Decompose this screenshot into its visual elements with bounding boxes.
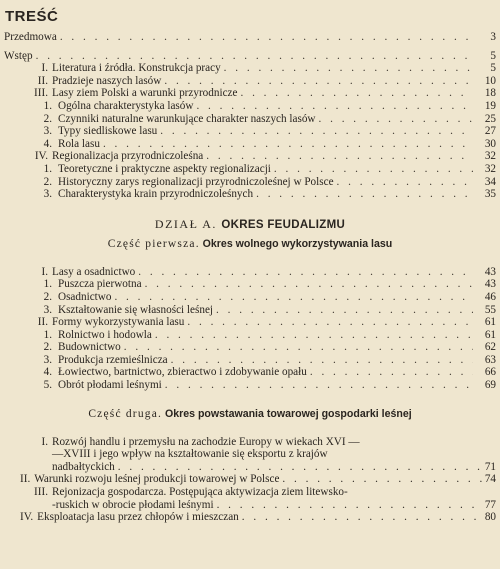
toc-entry-page: 55 xyxy=(484,303,496,316)
toc-entry-page: 71 xyxy=(484,460,496,473)
toc-entry-page: 74 xyxy=(484,473,496,486)
toc-entry-number: II. xyxy=(37,316,48,329)
toc-entry[interactable] xyxy=(4,366,496,379)
toc-entry-number: 1. xyxy=(43,278,52,291)
toc-entry-page: 63 xyxy=(484,353,496,366)
toc-entry-page: 69 xyxy=(484,379,496,392)
toc-entry-label: Osadnictwo xyxy=(58,290,112,303)
toc-entry-number: 5. xyxy=(43,379,52,392)
toc-entry-label: Eksploatacja lasu przez chłopów i mieszczan xyxy=(37,511,239,524)
toc-entry-label: Produkcja rzemieślnicza xyxy=(58,353,168,366)
toc-entry-number: 2. xyxy=(43,112,52,125)
section-name: OKRES FEUDALIZMU xyxy=(221,218,346,231)
toc-entry-page: 5 xyxy=(490,49,496,62)
toc-entry-page: 61 xyxy=(484,316,496,329)
toc-entry-label: Wstęp xyxy=(4,49,33,62)
toc-entry-label: Obrót płodami leśnymi xyxy=(58,379,162,392)
part2-prefix: Część druga. xyxy=(88,407,163,420)
toc-entry-label: Przedmowa xyxy=(4,31,57,43)
part1-entries xyxy=(4,266,496,392)
toc-entry-page: 10 xyxy=(484,74,496,87)
toc-entry-number: 3. xyxy=(43,303,52,316)
toc-entry-label: Warunki rozwoju leśnej produkcji towarowej w Polsce xyxy=(34,473,280,486)
toc-entry[interactable] xyxy=(4,75,496,88)
wstep-entries xyxy=(4,62,496,201)
toc-entry-label: Pradzieje naszych lasów xyxy=(52,74,162,87)
toc-entry[interactable] xyxy=(4,329,496,342)
toc-entry-page: 43 xyxy=(484,278,496,291)
toc-entry-number: 1. xyxy=(43,328,52,341)
toc-entry[interactable] xyxy=(4,100,496,113)
toc-entry-page: 80 xyxy=(484,511,496,524)
toc-entry-number: II. xyxy=(37,74,48,87)
toc-entry-label: Rolnictwo i hodowla xyxy=(58,328,152,341)
toc-entry-page: 66 xyxy=(484,366,496,379)
toc-entry[interactable] xyxy=(4,316,496,329)
toc-entry-wstep[interactable] xyxy=(4,50,496,63)
toc-entry-label: Regionalizacja przyrodniczoleśna xyxy=(52,150,204,163)
toc-entry-page: 32 xyxy=(484,150,496,163)
toc-entry-page: 19 xyxy=(484,99,496,112)
toc-entry-number: 4. xyxy=(43,137,52,150)
toc-entry[interactable] xyxy=(4,278,496,291)
part1-heading xyxy=(4,238,496,250)
toc-entry[interactable] xyxy=(4,138,496,151)
toc-entry[interactable] xyxy=(4,87,496,100)
toc-entry-page: 5 xyxy=(490,62,496,75)
toc-entry[interactable] xyxy=(4,62,496,75)
toc-entry-przedmowa[interactable] xyxy=(4,31,496,44)
toc-entry-part2-3[interactable]: III. Rejonizacja gospodarcza. Postępująca aktywizacja ziem litewsko- -ruskich w obrocie płodami leśnymi . . . 77 xyxy=(4,486,496,511)
toc-entry-label: Literatura i źródła. Konstrukcja pracy xyxy=(52,62,221,75)
part1-prefix: Część pierwsza. xyxy=(107,237,200,250)
toc-entry-number: I. xyxy=(41,265,48,278)
toc-entry[interactable] xyxy=(4,341,496,354)
toc-entry-label: Formy wykorzystywania lasu xyxy=(52,316,185,329)
toc-entry[interactable] xyxy=(4,354,496,367)
toc-entry-number: 3. xyxy=(43,353,52,366)
toc-entry-label: nadbałtyckich xyxy=(52,460,115,473)
toc-entry-number: 1. xyxy=(43,99,52,112)
part2-name: Okres powstawania towarowej gospodarki leśnej xyxy=(164,407,412,420)
toc-entry-label: Rejonizacja gospodarcza. Postępująca aktywizacja ziem litewsko- xyxy=(52,486,348,499)
toc-entry-page: 27 xyxy=(484,125,496,138)
toc-entry-page: 34 xyxy=(484,175,496,188)
toc-entry-number: 2. xyxy=(43,290,52,303)
part1-name: Okres wolnego wykorzystywania lasu xyxy=(202,237,393,250)
toc-entry-label: Kształtowanie się własności leśnej xyxy=(58,303,214,316)
toc-entry-page: 30 xyxy=(484,137,496,150)
toc-entry-label: Puszcza pierwotna xyxy=(58,278,142,291)
toc-entry-number: 3. xyxy=(43,188,52,201)
toc-entry-number: III. xyxy=(34,87,48,100)
toc-entry-label: Budownictwo xyxy=(58,341,121,354)
toc-entry-label: Rozwój handlu i przemysłu na zachodzie Europy w wiekach XVI — xyxy=(52,435,360,448)
toc-entry-label: Typy siedliskowe lasu xyxy=(58,125,158,138)
toc-entry[interactable] xyxy=(4,113,496,126)
toc-entry[interactable] xyxy=(4,188,496,201)
toc-entry-page: 61 xyxy=(484,328,496,341)
toc-entry-label: Lasy a osadnictwo xyxy=(52,265,136,278)
toc-entry-label: Ogólna charakterystyka lasów xyxy=(58,99,194,112)
toc-entry-part2-1[interactable]: I. Rozwój handlu i przemysłu na zachodzie Europy w wiekach XVI — —XVIII i jego wpływ na kształtowanie się eksportu z krajów nadbałtyckich . . . 71 xyxy=(4,436,496,474)
toc-entry-number: 1. xyxy=(43,162,52,175)
toc-entry-page: 62 xyxy=(484,341,496,354)
toc-entry[interactable] xyxy=(4,291,496,304)
toc-entry-number: IV. xyxy=(34,150,48,163)
toc-entry-label: Charakterystyka krain przyrodniczoleśnych xyxy=(58,188,254,201)
toc-entry[interactable] xyxy=(4,176,496,189)
toc-entry-label: Czynniki naturalne warunkujące charakter naszych lasów xyxy=(58,112,316,125)
toc-entry-page: 18 xyxy=(484,87,496,100)
toc-entry-page: 3 xyxy=(490,31,496,43)
toc-entry-part2-4[interactable]: IV. Eksploatacja lasu przez chłopów i mieszczan . . . 80 xyxy=(4,511,496,524)
toc-entry-part2-2[interactable]: II. Warunki rozwoju leśnej produkcji towarowej w Polsce . . . 74 xyxy=(4,473,496,486)
section-prefix: DZIAŁ A. xyxy=(154,216,217,231)
toc-entry-label: Łowiectwo, bartnictwo, zbieractwo i zdobywanie opału xyxy=(58,366,307,379)
toc-entry-page: 32 xyxy=(484,162,496,175)
toc-entry-page: 25 xyxy=(484,112,496,125)
toc-entry-number: 2. xyxy=(43,341,52,354)
toc-entry-label: Lasy ziem Polski a warunki przyrodnicze xyxy=(52,87,238,100)
page-title: TREŚĆ xyxy=(5,8,59,25)
toc-entry[interactable] xyxy=(4,304,496,317)
toc-entry-page: 46 xyxy=(484,290,496,303)
toc-entry[interactable] xyxy=(4,125,496,138)
toc-entry-label: Rola lasu xyxy=(58,137,100,150)
toc-entry-page: 35 xyxy=(484,188,496,201)
toc-entry[interactable] xyxy=(4,266,496,279)
toc-entry-label: Teoretyczne i praktyczne aspekty regionalizacji xyxy=(58,162,271,175)
toc-entry[interactable] xyxy=(4,379,496,392)
toc-entry-label: —XVIII i jego wpływ na kształtowanie się eksportu z krajów xyxy=(52,448,328,461)
toc-entry[interactable] xyxy=(4,163,496,176)
part2-heading xyxy=(4,408,496,420)
toc-entry-label: -ruskich w obrocie płodami leśnymi xyxy=(52,498,214,511)
section-heading xyxy=(4,217,496,232)
toc-entry-label: Historyczny zarys regionalizacji przyrodniczoleśnej w Polsce xyxy=(58,175,334,188)
toc-entry-number: 3. xyxy=(43,125,52,138)
toc-entry-number: 4. xyxy=(43,366,52,379)
toc-entry-number: 2. xyxy=(43,175,52,188)
toc-entry-page: 77 xyxy=(484,498,496,511)
toc-entry-number: I. xyxy=(41,62,48,75)
toc-entry[interactable] xyxy=(4,150,496,163)
toc-entry-page: 43 xyxy=(484,265,496,278)
